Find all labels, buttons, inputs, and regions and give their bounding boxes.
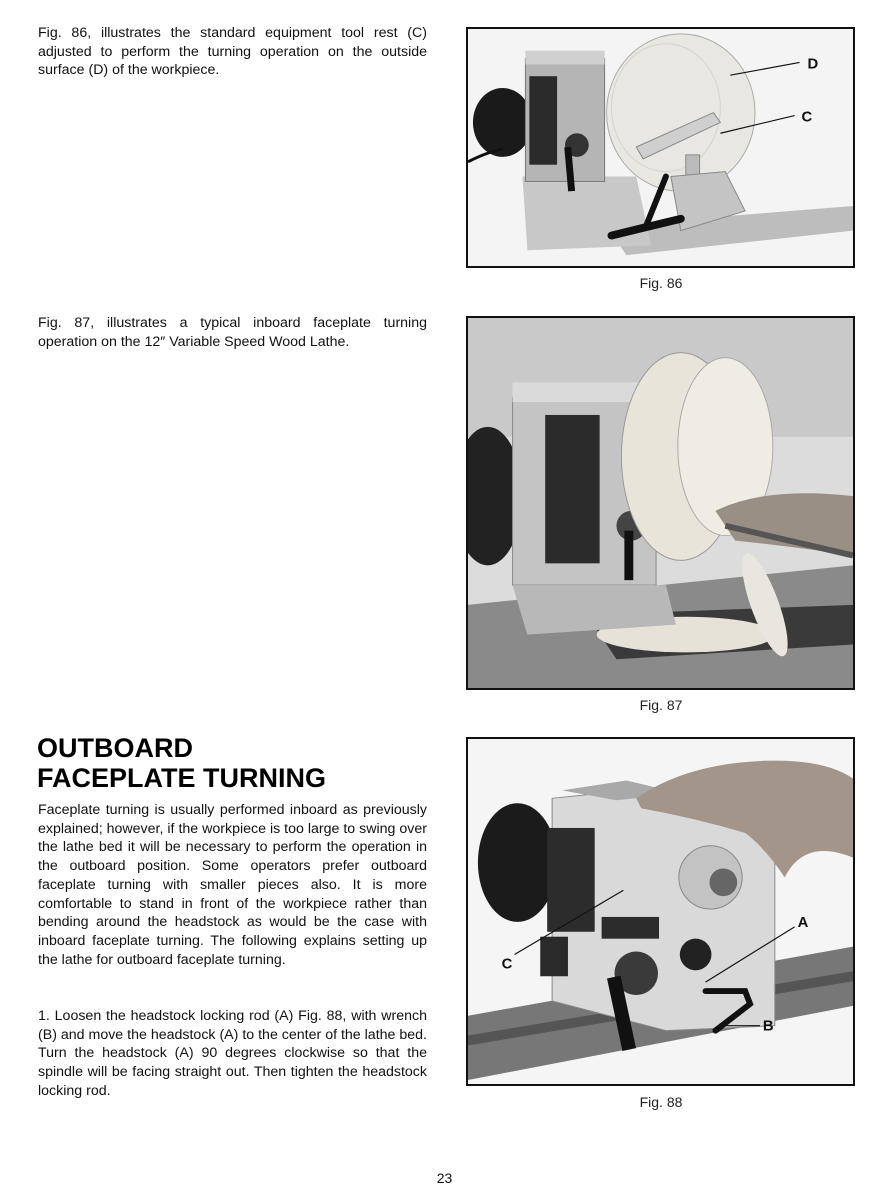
figure-88-caption: Fig. 88 <box>639 1094 683 1110</box>
heading-line-1: OUTBOARD <box>37 733 193 763</box>
rotation-indicator <box>680 939 712 971</box>
page-number: 23 <box>436 1170 453 1186</box>
motor <box>478 803 557 922</box>
callout-d-label: D <box>807 56 819 73</box>
outboard-headstock-illustration <box>468 739 853 1084</box>
spindle-thread <box>709 868 737 896</box>
lathe-base <box>522 177 651 251</box>
figure-87-caption: Fig. 87 <box>639 697 683 713</box>
callout-c-label: C <box>501 956 513 973</box>
motor <box>473 88 532 157</box>
step-1-paragraph: 1. Loosen the headstock locking rod (A) Fig. 88, with wrench (B) and move the headstock (A) to the center of the lathe bed. Turn the headstock (A) 90 degrees clockwise so that the spindle will be facing straight out. Then tighten the headstock locking rod. <box>38 1008 427 1099</box>
callout-b-label: B <box>762 1018 774 1035</box>
figure-88-photo <box>466 737 855 1086</box>
warning-label <box>545 415 599 563</box>
lathe-tool-rest-illustration <box>468 29 853 266</box>
warning-label <box>547 828 595 932</box>
lock-handle <box>624 531 633 580</box>
fig87-description: Fig. 87, illustrates a typical inboard faceplate turning operation on the 12″ Variable Speed Wood Lathe. <box>38 315 427 350</box>
workpiece-disc <box>607 34 755 191</box>
speed-label <box>602 917 659 939</box>
callout-a-label: A <box>797 914 809 931</box>
callout-c-label: C <box>801 109 813 126</box>
section-heading <box>37 733 326 793</box>
figure-86-caption: Fig. 86 <box>639 275 683 291</box>
intro-paragraph: Faceplate turning is usually performed inboard as previously explained; however, if the workpiece is too large to swing over the lathe bed it will be necessary to perform the operation in the outboard position. Some operators prefer outboard faceplate turning with smaller pieces also. It is more comfortable to stand in front of the workpiece rather than bending around the headstock as would be the case with inboard faceplate turning. The following explains setting up the lathe for outboard faceplate turning. <box>38 802 427 968</box>
fig86-description: Fig. 86, illustrates the standard equipment tool rest (C) adjusted to perform the turning operation on the outside surface (D) of the workpiece. <box>38 25 427 79</box>
power-switch <box>540 937 568 977</box>
figure-87-photo <box>466 316 855 690</box>
heading-line-2: FACEPLATE TURNING <box>37 763 326 793</box>
headstock-top <box>525 51 604 65</box>
warning-label <box>529 76 557 165</box>
inboard-faceplate-turning-illustration <box>468 318 853 688</box>
figure-86-photo <box>466 27 855 268</box>
